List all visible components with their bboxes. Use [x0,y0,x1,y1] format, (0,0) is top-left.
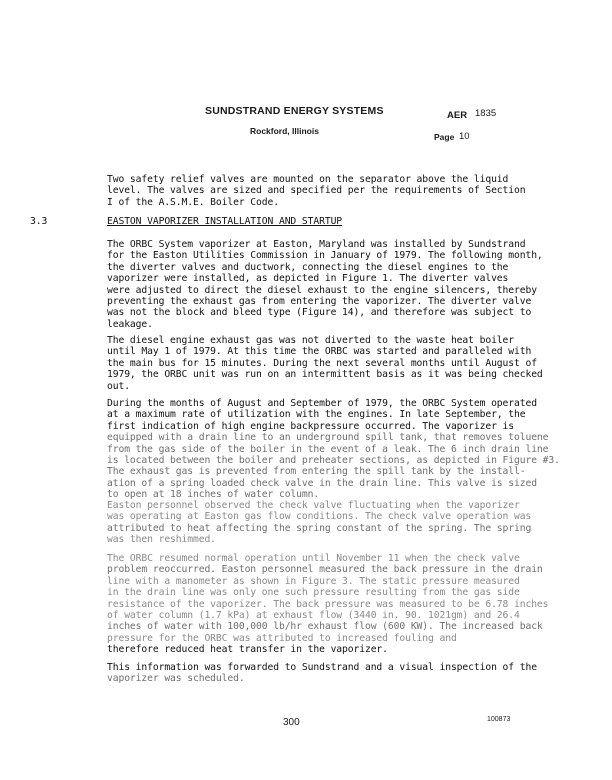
paragraph-check-valve [107,500,531,546]
text-line: 1979, the ORBC unit was run on an intermittent basis as it was being checked [107,369,543,381]
text-line: out. [107,380,130,392]
page-number: 10 [459,131,470,142]
text-line: of water column (1.7 kPa) at exhaust flow (3440 in. 90. 1021gm) and 26.4 [107,610,520,622]
text-line: vaporizer were installed, as depicted in Figure 1. The diverter valves [107,273,509,285]
text-line: level. The valves are sized and specified per the requirements of Section [107,185,526,197]
text-line: During the months of August and September of 1979, the ORBC System operated [107,398,537,409]
text-line: ation of a spring loaded check valve in the drain line. This valve is sized [107,477,537,489]
text-line: therefore reduced heat transfer in the vaporizer. [107,644,388,656]
text-line: preventing the exhaust gas from entering the vaporizer. The diverter valve [107,296,532,308]
text-line: first indication of high engine backpressure occurred. The vaporizer is [107,420,514,432]
company-location: Rockford, Illinois [250,126,319,136]
text-line: problem reoccurred. Easton personnel measured the back pressure in the drain [107,564,543,576]
text-line: equipped with a drain line to an underground spill tank, that removes toluene [107,432,549,444]
text-line: I of the A.S.M.E. Boiler Code. [107,196,279,208]
paragraph-installation [107,239,543,330]
text-line: The ORBC resumed normal operation until November 11 when the check valve [107,553,520,564]
text-line: leakage. [107,318,153,330]
section-title: EASTON VAPORIZER INSTALLATION AND STARTUP [107,216,343,227]
text-line: resistance of the vaporizer. The back pressure was measured to be 6.78 inches [107,598,549,610]
text-line: in the drain line was only one such pressure resulting from the gas side [107,587,520,599]
text-line: was then reshimmed. [107,534,216,546]
text-line: Two safety relief valves are mounted on the separator above the liquid [107,174,509,185]
page-label: Page [434,132,455,142]
text-line: inches of water with 100,000 lb/hr exhaust flow (600 KW). The increased back [107,621,543,633]
text-line: was operating at Easton gas flow conditions. The check valve operation was [107,511,532,523]
text-line: the main bus for 15 minutes. During the next several months until August of [107,357,537,369]
text-line: attributed to heat affecting the spring constant of the spring. The spring [107,522,532,534]
text-line: vaporizer was scheduled. [107,673,245,685]
text-line: The ORBC System vaporizer at Easton, Maryland was installed by Sundstrand [107,239,526,250]
text-line: to open at 18 inches of water column. [107,489,320,501]
text-line: line with a manometer as shown in Figure 3. The static pressure measured [107,575,520,587]
text-line: were adjusted to direct the diesel exhaust to the engine silencers, thereby [107,284,537,296]
footer-page-number: 300 [283,717,300,728]
text-line: is located between the boiler and preheater sections, as depicted in Figure #3. [107,455,560,467]
text-line: the diverter valves and ductwork, connecting the diesel engines to the [107,261,509,273]
text-line: at a maximum rate of utilization with the engines. In late September, the [107,409,526,421]
paragraph-startup [107,335,543,392]
text-line: This information was forwarded to Sundstrand and a visual inspection of the [107,662,537,673]
text-line: pressure for the ORBC was attributed to increased fouling and [107,632,457,644]
text-line: until May 1 of 1979. At this time the ORBC was started and paralleled with [107,346,532,358]
paragraph-inspection [107,662,537,685]
text-line: from the gas side of the boiler in the event of a leak. The 6 inch drain line [107,443,549,455]
aer-number: 1835 [475,108,497,119]
company-name: SUNDSTRAND ENERGY SYSTEMS [205,105,384,117]
paragraph-relief-valves [107,174,525,208]
section-number: 3.3 [30,216,48,227]
aer-label: AER [447,110,468,121]
text-line: was not the block and bleed type (Figure 14), and therefore was subject to [107,307,532,319]
text-line: for the Easton Utilities Commission in January of 1979. The following month, [107,250,543,262]
paragraph-measurement [107,553,548,656]
footer-document-id: 100873 [487,716,511,723]
paragraph-backpressure [107,398,560,501]
text-line: The diesel engine exhaust gas was not diverted to the waste heat boiler [107,335,514,346]
text-line: The exhaust gas is prevented from entering the spill tank by the install- [107,466,526,478]
text-line: Easton personnel observed the check valve fluctuating when the vaporizer [107,500,520,511]
